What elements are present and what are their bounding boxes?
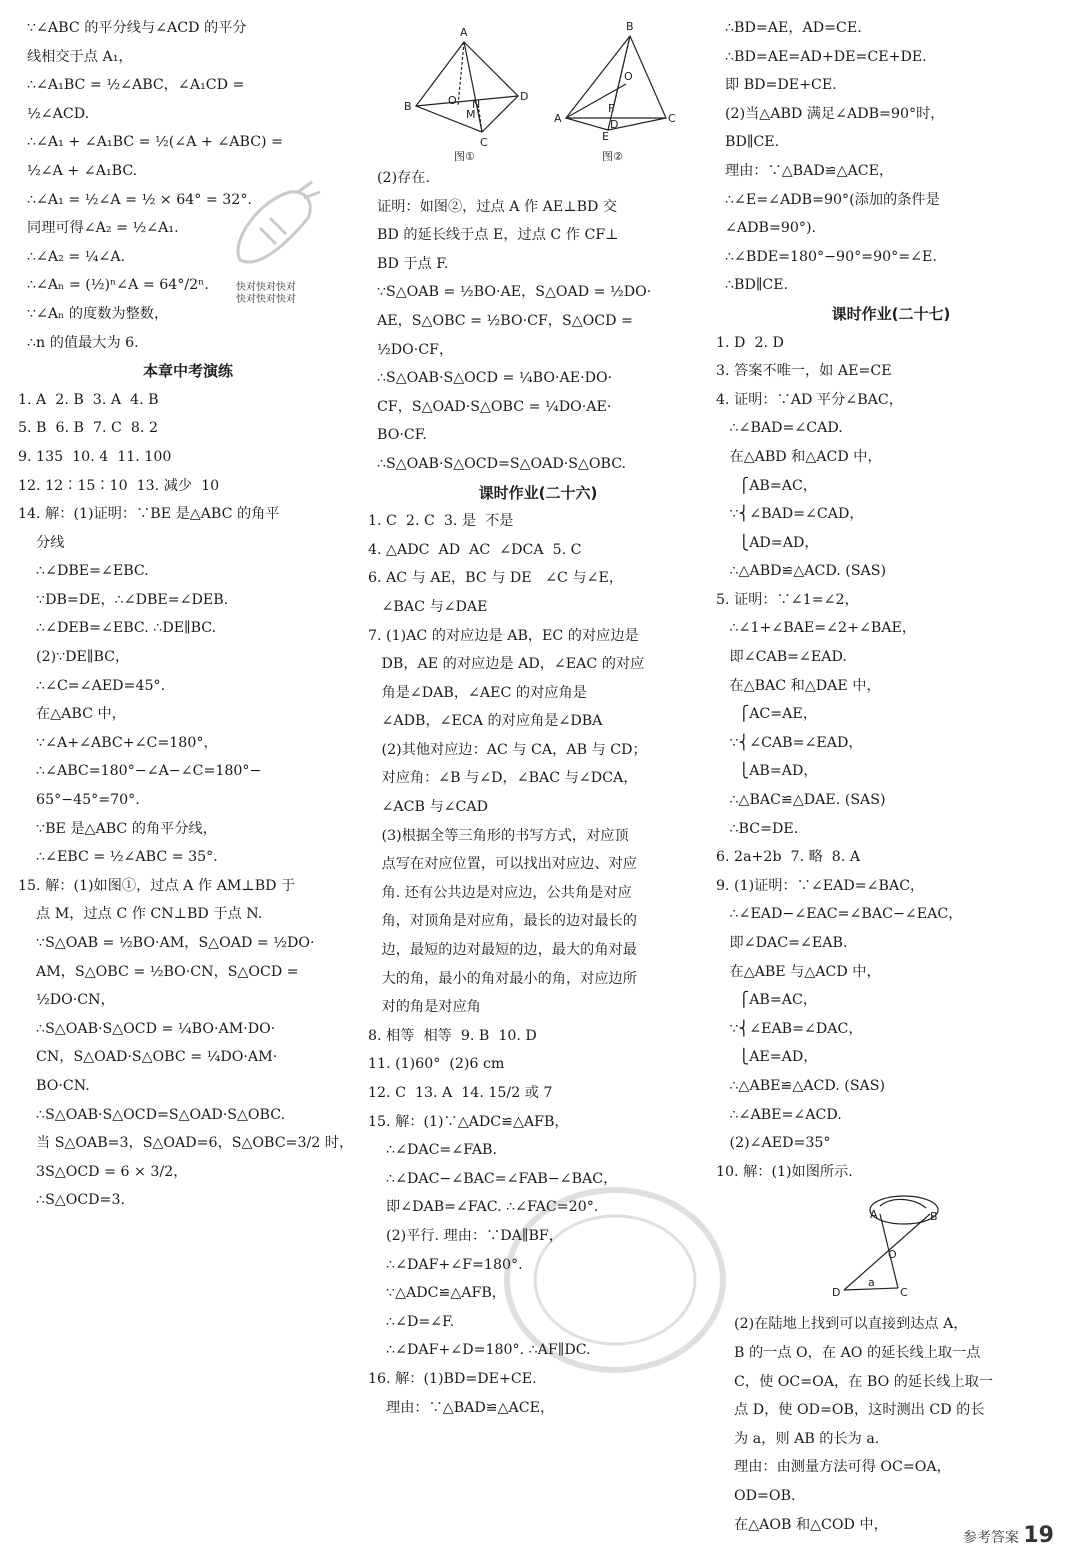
text-line: ∴∠DAC−∠BAC=∠FAB−∠BAC， — [368, 1170, 618, 1187]
text-line: ∴∠A₂ = ¼∠A. — [18, 248, 126, 265]
text-line: 角是∠DAB，∠AEC 的对应角是 — [368, 684, 587, 701]
text-line: ∴BC=DE. — [716, 820, 799, 837]
text-line: 角，对顶角是对应角，最长的边对最长的 — [368, 913, 637, 930]
text-line: 即∠DAC=∠EAB. — [716, 935, 848, 951]
text-line: 大的角，最小的角对最小的角，对应边所 — [368, 970, 637, 987]
text-line: 1. D 2. D — [716, 334, 784, 351]
text-line: BD 于点 F. — [368, 255, 449, 272]
text-line: ∵S△OAB = ½BO·AE，S△OAD = ½DO· — [368, 284, 652, 301]
text-line: 点写在对应位置，可以找出对应边、对应 — [368, 856, 637, 873]
text-line: ∴∠BAD=∠CAD. — [716, 420, 843, 437]
text-line: AE，S△OBC = ½BO·CF，S△OCD = — [368, 312, 633, 329]
text-line: ∠ACB 与∠CAD — [368, 799, 489, 816]
text-line: ∴△BAC≌△DAE. (SAS) — [716, 792, 886, 809]
label-O2: O — [624, 70, 633, 83]
watermark-text: 快对快对快对 快对快对快对 — [236, 282, 296, 305]
page-number: 19 — [1023, 1523, 1054, 1548]
text-line: ∴∠A₁BC = ½∠ABC，∠A₁CD = — [18, 77, 245, 94]
text-line: 当 S△OAB=3，S△OAD=6，S△OBC=3/2 时， — [18, 1135, 354, 1152]
text-line: ∴BD=AE=AD+DE=CE+DE. — [716, 48, 927, 65]
label-D2: D — [610, 118, 619, 131]
text-line: ⎧AB=AC， — [716, 477, 818, 494]
text-line: ∴∠E=∠ADB=90°(添加的条件是 — [716, 191, 940, 208]
text-line: 6. AC 与 AE，BC 与 DE ∠C 与∠E， — [368, 570, 624, 587]
text-line: 分线 — [18, 534, 65, 551]
text-line: AM，S△OBC = ½BO·CN，S△OCD = — [18, 963, 299, 980]
text-line: 15. 解：(1)∵△ADC≌△AFB， — [368, 1113, 569, 1130]
text-line: ∵⎨∠BAD=∠CAD， — [716, 506, 864, 523]
text-line: 3S△OCD = 6 × 3/2， — [18, 1163, 188, 1180]
text-line: BD∥CE. — [716, 134, 780, 151]
label-C3: C — [900, 1286, 908, 1300]
text-line: BO·CN. — [18, 1077, 90, 1094]
text-line: 为 a，则 AB 的长为 a. — [716, 1430, 880, 1447]
text-line: 即 BD=DE+CE. — [716, 77, 837, 94]
label-F2: F — [608, 102, 615, 115]
text-line: ∵∠ABC 的平分线与∠ACD 的平分 — [18, 20, 247, 36]
label-A3: A — [870, 1208, 878, 1222]
text-line: ∴S△OAB·S△OCD=S△OAD·S△OBC. — [368, 455, 627, 472]
text-line: 4. 证明：∵AD 平分∠BAC， — [716, 391, 903, 408]
text-line: ∴∠D=∠F. — [368, 1313, 455, 1330]
text-line: 在△BAC 和△DAE 中， — [716, 677, 881, 694]
fig1-caption: 图① — [454, 150, 475, 163]
text-line: ∴∠DBE=∠EBC. — [18, 563, 149, 580]
text-line: 4. △ADC AD AC ∠DCA 5. C — [368, 541, 582, 558]
section-heading: 课时作业(二十六) — [478, 483, 598, 502]
text-line: ∴n 的值最大为 6. — [18, 334, 139, 351]
text-line: CN，S△OAD·S△OBC = ¼DO·AM· — [18, 1049, 278, 1066]
label-C2: C — [668, 112, 676, 125]
text-line: BO·CF. — [368, 427, 427, 444]
label-N: N — [472, 98, 481, 111]
text-line: (2)∵DE∥BC， — [18, 649, 130, 666]
text-line: ∴S△OCD=3. — [18, 1192, 125, 1209]
text-line: ∴△ABE≌△ACD. (SAS) — [716, 1077, 886, 1094]
text-line: ∴∠DAC=∠FAB. — [368, 1142, 497, 1159]
text-line: 3. 答案不唯一，如 AE=CE — [716, 363, 892, 380]
text-line: 线相交于点 A₁， — [18, 48, 133, 65]
carrot-watermark-icon — [220, 180, 330, 280]
text-line: 10. 解：(1)如图所示. — [716, 1163, 853, 1180]
text-line: B 的一点 O，在 AO 的延长线上取一点 — [716, 1344, 981, 1361]
text-line: ⎩AD=AD， — [716, 534, 819, 551]
text-line: ∴∠Aₙ = (½)ⁿ∠A = 64°/2ⁿ. — [18, 277, 209, 294]
text-line: 1. C 2. C 3. 是 不是 — [368, 513, 514, 530]
text-line: ∴△ABD≌△ACD. (SAS) — [716, 563, 887, 580]
text-line: ∠ADB，∠ECA 的对应角是∠DBA — [368, 713, 603, 730]
footer-label: 参考答案 — [962, 1530, 1019, 1546]
text-line: ∴∠DAF+∠D=180°. ∴AF∥DC. — [368, 1342, 591, 1359]
page-footer — [963, 1523, 1054, 1548]
text-line: 9. (1)证明：∵∠EAD=∠BAC， — [716, 877, 925, 894]
text-line: 对的角是对应角 — [368, 999, 481, 1016]
stamp-watermark-icon — [500, 1180, 730, 1380]
text-line: 14. 解：(1)证明：∵BE 是△ABC 的角平 — [18, 506, 280, 523]
text-line: OD=OB. — [716, 1487, 796, 1504]
text-line: 6. 2a+2b 7. 略 8. A — [716, 849, 861, 866]
text-line: BD 的延长线于点 E，过点 C 作 CF⊥ — [368, 227, 619, 244]
fig2-caption: 图② — [602, 150, 623, 163]
text-line: 15. 解：(1)如图①，过点 A 作 AM⊥BD 于 — [18, 877, 296, 894]
text-line: 在△AOB 和△COD 中， — [716, 1516, 888, 1533]
text-line: ∵S△OAB = ½BO·AM，S△OAD = ½DO· — [18, 935, 315, 951]
text-line: (3)根据全等三角形的书写方式，对应顶 — [368, 827, 629, 844]
text-line: (2)∠AED=35° — [716, 1135, 831, 1152]
section-heading: 课时作业(二十七) — [831, 304, 951, 323]
text-line: 9. 135 10. 4 11. 100 — [18, 448, 172, 465]
text-line: 点 D，使 OD=OB，这时测出 CD 的长 — [716, 1402, 985, 1419]
text-line: 理由：由测量方法可得 OC=OA， — [716, 1459, 951, 1476]
text-line: ∵∠Aₙ 的度数为整数， — [18, 305, 169, 322]
text-line: ∴∠A₁ = ½∠A = ½ × 64° = 32°. — [18, 191, 252, 208]
label-D3: D — [832, 1286, 841, 1300]
text-line: 即∠CAB=∠EAD. — [716, 649, 847, 666]
text-line: 即∠DAB=∠FAC. ∴∠FAC=20°. — [368, 1199, 599, 1216]
text-line: ∵DB=DE，∴∠DBE=∠DEB. — [18, 591, 229, 608]
text-line: (2)存在. — [368, 170, 431, 186]
text-line: ∴∠ABC=180°−∠A−∠C=180°− — [18, 763, 262, 780]
text-line: 点 M，过点 C 作 CN⊥BD 于点 N. — [18, 906, 263, 923]
text-line: 在△ABD 和△ACD 中， — [716, 448, 882, 465]
geometry-figures — [368, 14, 708, 164]
text-line: 在△ABC 中， — [18, 706, 126, 723]
text-line: DB，AE 的对应边是 AD，∠EAC 的对应 — [368, 656, 645, 673]
text-line: ∴∠A₁ + ∠A₁BC = ½(∠A + ∠ABC) = — [18, 134, 283, 151]
text-line: ∴S△OAB·S△OCD = ¼BO·AM·DO· — [18, 1020, 276, 1037]
text-line: ∵⎨∠CAB=∠EAD， — [716, 734, 863, 751]
text-line: ½∠ACD. — [18, 105, 90, 122]
text-line: (2)在陆地上找到可以直接到达点 A， — [716, 1316, 968, 1333]
label-E2: E — [602, 130, 609, 143]
text-line: (2)其他对应边：AC 与 CA，AB 与 CD； — [368, 741, 647, 758]
text-line: 65°−45°=70°. — [18, 792, 140, 809]
text-line: ∵△ADC≌△AFB， — [368, 1285, 506, 1302]
text-line: ∴S△OAB·S△OCD=S△OAD·S△OBC. — [18, 1106, 286, 1123]
text-line: ∵∠A+∠ABC+∠C=180°， — [18, 734, 218, 751]
text-line: ⎩AB=AD， — [716, 763, 818, 780]
text-line: 8. 相等 相等 9. B 10. D — [368, 1027, 537, 1044]
text-line: 1. A 2. B 3. A 4. B — [18, 391, 159, 408]
column-right — [716, 14, 1066, 1539]
text-line: ∴BD=AE，AD=CE. — [716, 20, 862, 36]
text-line: 在△ABE 与△ACD 中， — [716, 963, 881, 980]
text-line: 对应角：∠B 与∠D，∠BAC 与∠DCA， — [368, 770, 638, 787]
label-C: C — [480, 136, 488, 149]
text-line: 12. 12∶15∶10 13. 减少 10 — [18, 477, 220, 494]
text-line: ∴∠DEB=∠EBC. ∴DE∥BC. — [18, 620, 217, 637]
text-line: 边，最短的边对最短的边，最大的角对最 — [368, 942, 637, 959]
text-line: 16. 解：(1)BD=DE+CE. — [368, 1370, 537, 1387]
text-line: 5. B 6. B 7. C 8. 2 — [18, 420, 158, 437]
text-line: ∴∠EAD−∠EAC=∠BAC−∠EAC， — [716, 906, 963, 923]
label-B2: B — [626, 20, 634, 33]
text-line: 证明：如图②，过点 A 作 AE⊥BD 交 — [368, 198, 618, 215]
text-line: CF，S△OAD·S△OBC = ¼DO·AE· — [368, 398, 612, 415]
text-line: ∴∠C=∠AED=45°. — [18, 677, 166, 694]
text-line: ∵⎨∠EAB=∠DAC， — [716, 1020, 863, 1037]
label-B: B — [404, 100, 412, 113]
text-line: ⎧AC=AE， — [716, 706, 817, 723]
text-line: 同理可得∠A₂ = ½∠A₁. — [18, 220, 179, 237]
section-heading: 本章中考演练 — [142, 362, 233, 381]
figures-1-2 — [368, 14, 708, 164]
text-line: 7. (1)AC 的对应边是 AB，EC 的对应边是 — [368, 627, 639, 644]
text-line: 11. (1)60° (2)6 cm — [368, 1056, 505, 1073]
label-O3: O — [888, 1248, 897, 1262]
label-M: M — [466, 108, 476, 121]
text-line: ∴∠ABE=∠ACD. — [716, 1106, 842, 1123]
text-line: (2)当△ABD 满足∠ADB=90°时， — [716, 105, 945, 122]
text-line: 12. C 13. A 14. 15/2 或 7 — [368, 1085, 553, 1101]
text-line: ∠BAC 与∠DAE — [368, 598, 488, 615]
text-line: ⎩AE=AD， — [716, 1049, 818, 1066]
text-line: ∴∠DAF+∠F=180°. — [368, 1256, 523, 1273]
text-line: 理由：∵△BAD≌△ACE， — [368, 1399, 555, 1416]
label-O: O — [448, 94, 457, 107]
text-line: ∵BE 是△ABC 的角平分线， — [18, 820, 217, 837]
text-line: ½DO·CN， — [18, 992, 115, 1009]
label-A: A — [460, 26, 468, 39]
text-line: ½DO·CF， — [368, 341, 454, 358]
text-line: ∴BD∥CE. — [716, 277, 789, 294]
text-line: (2)平行. 理由：∵DA∥BF， — [368, 1227, 563, 1244]
text-line: ∴S△OAB·S△OCD = ¼BO·AE·DO· — [368, 370, 613, 387]
label-B3: B — [930, 1210, 938, 1224]
text-line: ∴∠BDE=180°−90°=90°=∠E. — [716, 248, 937, 265]
text-line: ⎧AB=AC， — [716, 992, 818, 1009]
label-a3: a — [868, 1276, 875, 1290]
text-line: 理由：∵△BAD≌△ACE， — [716, 162, 894, 179]
text-line: C，使 OC=OA，在 BO 的延长线上取一 — [716, 1373, 994, 1390]
text-line: ∴∠EBC = ½∠ABC = 35°. — [18, 849, 218, 866]
measurement-figure — [716, 1186, 1056, 1310]
figure-3 — [716, 1186, 1066, 1310]
label-A2: A — [554, 112, 562, 125]
text-line: 角. 还有公共边是对应边，公共角是对应 — [368, 884, 632, 901]
text-line: ∠ADB=90°). — [716, 220, 817, 237]
text-line: ∴∠1+∠BAE=∠2+∠BAE， — [716, 620, 917, 637]
text-line: 5. 证明：∵∠1=∠2， — [716, 591, 859, 608]
label-D: D — [520, 90, 529, 103]
text-line: ½∠A + ∠A₁BC. — [18, 162, 138, 179]
